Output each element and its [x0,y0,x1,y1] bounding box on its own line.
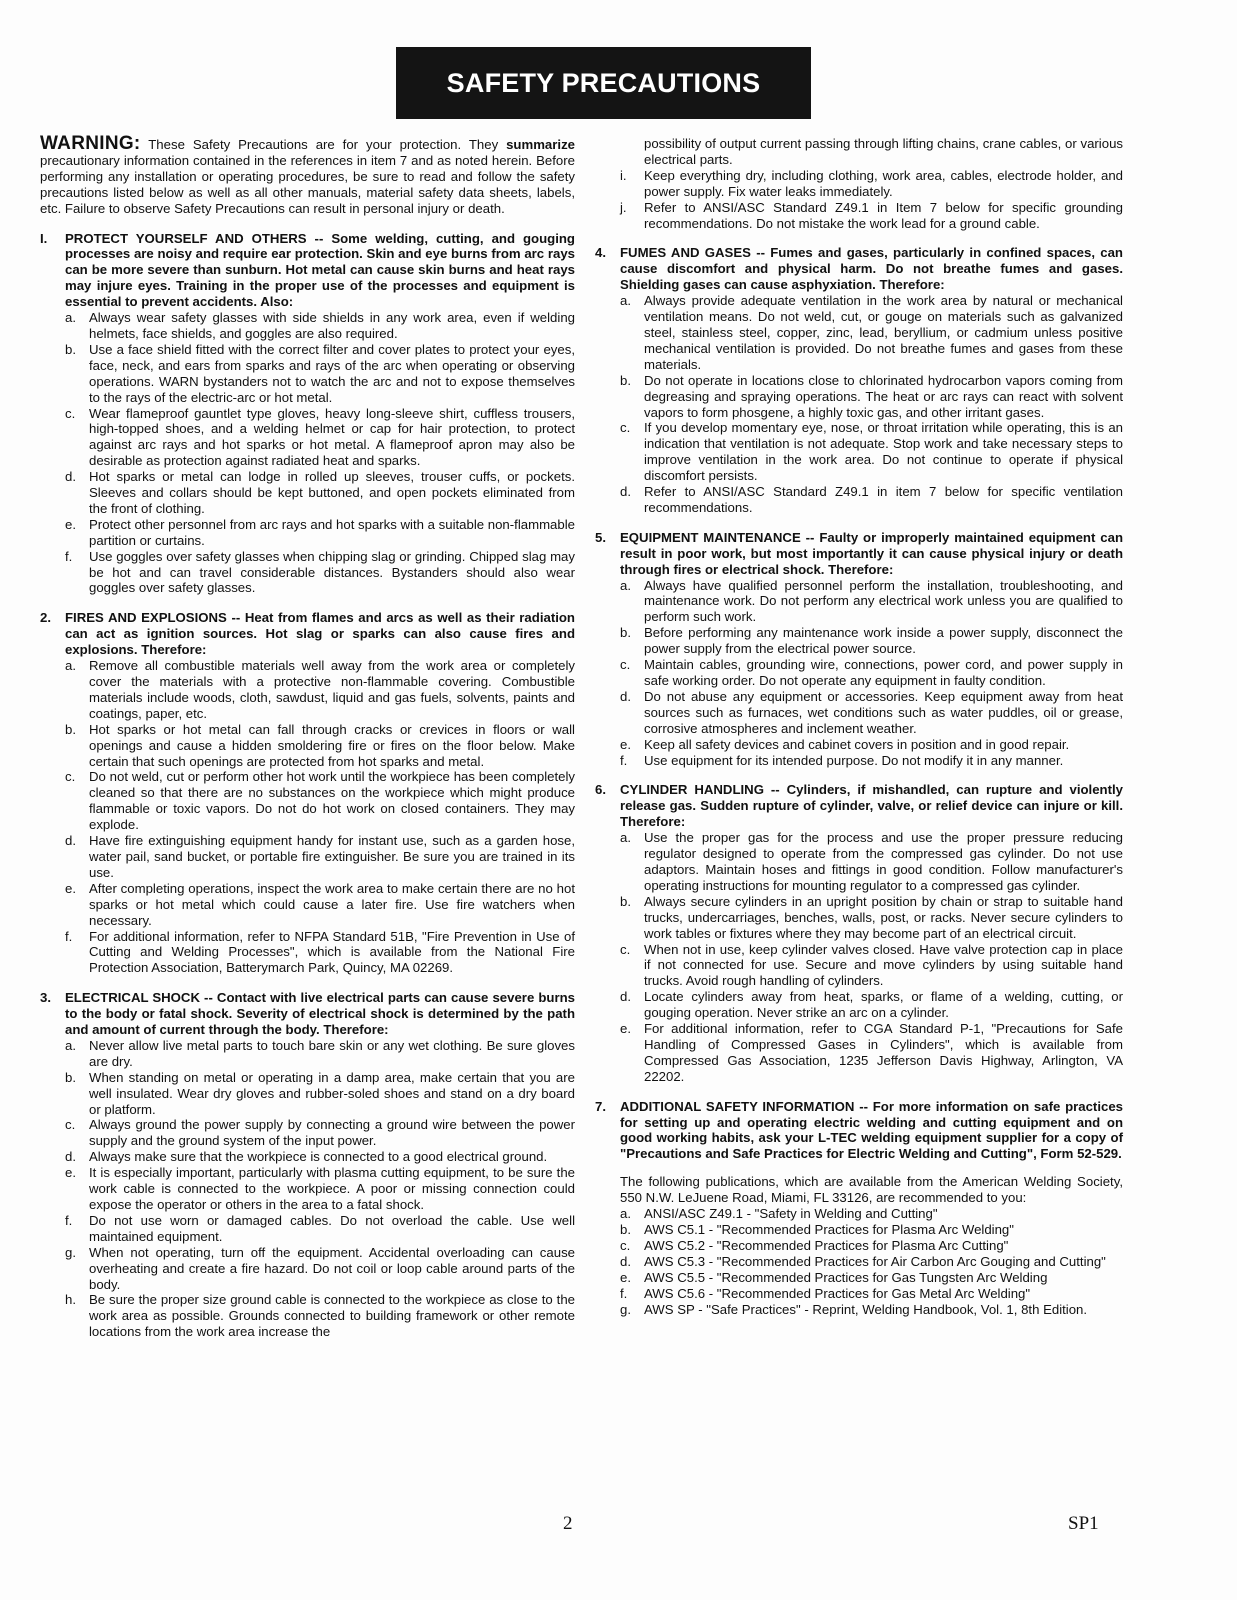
section-3-continuation: possibility of output current passing through lifting chains, crane cables, or various electrical parts. [644,136,1123,167]
page-code: SP1 [1068,1513,1099,1534]
item-text: Always ground the power supply by connecting a ground wire between the power supply and the ground system of the input power. [89,1117,575,1149]
section-heading-text [620,782,1123,830]
list-item [40,1070,575,1118]
item-letter: f. [65,548,73,564]
item-text: Hot sparks or metal can lodge in rolled up sleeves, trouser cuffs, or pockets. Sleeves and collars should be kept buttoned, and open pockets eliminated from the front of clothing. [89,469,575,516]
section-title: FUMES AND GASES -- [620,245,765,261]
list-item [595,657,1123,689]
list-item [595,1222,1123,1238]
item-letter: a. [65,658,76,674]
item-letter: d. [65,833,76,849]
section-heading [595,1099,1123,1163]
list-item [40,722,575,770]
list-item [595,737,1123,753]
item-letter: e. [620,736,631,752]
item-text: Keep everything dry, including clothing, work area, cables, electrode holder, and power supply. Fix water leaks immediately. [644,167,1123,199]
item-text: ANSI/ASC Z49.1 - "Safety in Welding and Cutting" [644,1206,938,1222]
item-letter: b. [620,625,631,641]
item-text: Keep all safety devices and cabinet covers in position and in good repair. [644,736,1070,752]
section-number: I. [40,230,48,246]
item-letter: a. [65,1037,76,1053]
section-items [595,578,1123,769]
section-heading [40,610,575,658]
section-lead: Contact with live electrical parts can cause severe burns to the body or fatal shock. Severity of electrical shock is determined by the path and amount of current through the body. Therefore: [65,990,575,1038]
section-title: CYLINDER HANDLING -- [620,782,780,798]
item-letter: c. [620,657,631,673]
section-number: 5. [595,529,606,545]
list-item [595,1254,1123,1270]
section-3 [40,990,575,1340]
section-items [40,658,575,976]
section-heading [595,245,1123,293]
item-letter: b. [65,341,76,357]
item-text: Wear flameproof gauntlet type gloves, heavy long-sleeve shirt, cuffless trousers, high-topped shoes, and a welding helmet or cap for hair protection, to protect against arc rays and hot sparks or hot metal. A flameproof apron may also be desirable as protection against radiated heat and sparks. [89,405,575,469]
item-letter: b. [620,372,631,388]
list-item [40,342,575,406]
intro-text-bold: summarize [506,137,575,152]
list-item [595,753,1123,769]
section-heading-text [65,610,575,658]
item-text: Always have qualified personnel perform the installation, troubleshooting, and maintenance work. Do not perform any electrical work unless you are qualified to perform such work. [644,577,1123,625]
section-number: 2. [40,610,51,626]
item-letter: d. [65,1149,76,1165]
item-text: Have fire extinguishing equipment handy for instant use, such as a garden hose, water pail, sand bucket, or portable fire extinguisher. Be sure you are trained in its use. [89,833,575,880]
section-2 [40,610,575,976]
list-item [40,1292,575,1340]
left-sections [40,231,575,1341]
item-text: AWS C5.1 - "Recommended Practices for Plasma Arc Welding" [644,1222,1014,1237]
section-1 [40,231,575,597]
list-item [40,517,575,549]
section-title: PROTECT YOURSELF AND OTHERS -- [65,230,324,246]
section-title: ADDITIONAL SAFETY INFORMATION -- [620,1098,868,1114]
item-text: It is especially important, particularly with plasma cutting equipment, to be sure the work cable is connected to the workpiece. A poor or missing connection could expose the operator or others in the area to a fatal shock. [89,1165,575,1212]
title-banner [396,47,811,119]
item-letter: e. [65,1165,76,1181]
section-6 [595,782,1123,1084]
list-item [595,894,1123,942]
section-7 [595,1099,1123,1318]
item-letter: f. [620,752,628,768]
list-item [595,293,1123,373]
section-lead: Fumes and gases, particularly in confined spaces, can cause discomfort and physical harm. Do not breathe fumes and gases. Shielding gases can cause asphyxiation. Therefore: [620,245,1123,293]
item-letter: b. [65,1069,76,1085]
section-title: FIRES AND EXPLOSIONS -- [65,610,241,626]
section-items [40,1038,575,1340]
list-item [40,1038,575,1070]
item-text: AWS C5.5 - "Recommended Practices for Gas Tungsten Arc Welding [644,1269,1048,1285]
item-text: When standing on metal or operating in a damp area, make certain that you are well insulated. Wear dry gloves and rubber-soled shoes and stand on a dry board or platform. [89,1069,575,1117]
item-letter: d. [620,484,631,500]
item-text: Protect other personnel from arc rays and hot sparks with a suitable non-flammable partition or curtains. [89,516,575,548]
warning-intro [40,133,575,217]
item-text: Use a face shield fitted with the correct filter and cover plates to protect your eyes, face, neck, and ears from sparks and rays of the arc when operating or observing operations. WARN bystanders not to watch the arc and not to expose themselves to the rays of the electric-arc or hot metal. [89,341,575,405]
section-number: 7. [595,1098,606,1114]
list-item [40,1149,575,1165]
section-title: ELECTRICAL SHOCK -- [65,990,213,1006]
item-text: Always provide adequate ventilation in the work area by natural or mechanical ventilation means. Do not weld, cut, or gouge on materials such as galvanized steel, stainless steel, copper, zinc, lead, beryllium, or cadmium unless positive mechanical ventilation is provided. Do not breathe fumes and gases from these materials. [644,293,1123,372]
item-letter: e. [65,880,76,896]
section-heading-text [620,245,1123,293]
list-item [40,1245,575,1293]
section-heading [595,530,1123,578]
item-text: Be sure the proper size ground cable is connected to the workpiece as close to the work area as possible. Grounds connected to building framework or other remote locations from the work area increase the [89,1292,575,1340]
list-item [40,658,575,722]
item-text: Refer to ANSI/ASC Standard Z49.1 in Item 7 below for specific grounding recommendations. Do not mistake the work lead for a ground cable. [644,199,1123,231]
section-number: 3. [40,990,51,1006]
section-lead: Some welding, cutting, and gouging processes are noisy and require ear protection. Skin and eye burns from arc rays can be more severe than sunburn. Hot metal can cause skin burns and heat rays may injure eyes. Training in the proper use of the processes and equipment is essential to prevent accidents. Also: [65,230,575,310]
list-item [595,989,1123,1021]
list-item [595,830,1123,894]
list-item [595,689,1123,737]
item-text: Maintain cables, grounding wire, connections, power cord, and power supply in safe working order. Do not operate any equipment in faulty condition. [644,657,1123,688]
item-letter: c. [65,769,76,785]
item-letter: i. [620,167,627,183]
item-text: Always secure cylinders in an upright position by chain or strap to suitable hand trucks, undercarriages, benches, walls, post, or racks. Never secure cylinders to work tables or fixtures where they may become part of an electrical circuit. [644,893,1123,941]
section-heading-text [65,231,575,311]
list-item [40,769,575,833]
list-item [40,469,575,517]
item-text: If you develop momentary eye, nose, or throat irritation while operating, this is an indication that ventilation is not adequate. Stop work and take necessary steps to improve ventilation in the work area. Do not continue to operate if physical discomfort persists. [644,420,1123,484]
list-item [595,1270,1123,1286]
item-text: Use equipment for its intended purpose. Do not modify it in any manner. [644,752,1064,768]
list-item [40,929,575,977]
item-text: Hot sparks or hot metal can fall through cracks or crevices in floors or wall openings and cause a hidden smoldering fire or fires on the floor below. Make certain that such openings are protected from hot sparks and metal. [89,721,575,769]
item-letter: a. [65,310,76,326]
list-item [595,1021,1123,1085]
list-item [595,200,1123,232]
section-heading-text [620,1099,1123,1163]
right-sections [595,245,1123,1317]
list-item [40,310,575,342]
list-item [40,881,575,929]
item-text: Locate cylinders away from heat, sparks, or flame of a welding, cutting, or gouging operation. Never strike an arc on a cylinder. [644,989,1123,1021]
list-item [595,578,1123,626]
item-letter: d. [620,688,631,704]
item-text: After completing operations, inspect the work area to make certain there are no hot sparks or hot metal which could cause a later fire. Use fire watchers when necessary. [89,880,575,928]
left-column [40,133,575,1354]
item-letter: c. [620,941,631,957]
section-items [595,293,1123,516]
page-number: 2 [563,1513,573,1534]
item-letter: g. [620,1301,631,1317]
item-letter: a. [620,577,631,593]
item-letter: b. [65,721,76,737]
item-text: Refer to ANSI/ASC Standard Z49.1 in item 7 below for specific ventilation recommendations. [644,484,1123,515]
item-text: For additional information, refer to CGA Standard P-1, "Precautions for Safe Handling of Compressed Gases in Cylinders", which is available from Compressed Gas Association, 1235 Jefferson Davis Highway, Arlington, VA 22202. [644,1021,1123,1084]
section-lead: Faulty or improperly maintained equipment can result in poor work, but most importantly it can cause physical injury or death through fires or electrical shock. Therefore: [620,529,1123,577]
section-items [40,310,575,596]
item-text: Before performing any maintenance work inside a power supply, disconnect the power supply from the electrical power source. [644,625,1123,657]
list-item [595,1286,1123,1302]
section-5 [595,530,1123,769]
item-text: AWS C5.3 - "Recommended Practices for Air Carbon Arc Gouging and Cutting" [644,1253,1106,1269]
section-number: 6. [595,782,606,798]
section-heading [40,990,575,1038]
list-item [40,833,575,881]
list-item [595,484,1123,516]
item-letter: d. [65,469,76,485]
item-letter: j. [620,199,627,215]
intro-text-post: precautionary information contained in the references in item 7 and as noted herein. Before performing any installation or operating procedures, be sure to read and follow the safety precautions listed below as well as all other manuals, material safety data sheets, labels, etc. Failure to observe Safety Precautions can result in personal injury or death. [40,152,575,216]
item-text: AWS C5.2 - "Recommended Practices for Plasma Arc Cutting" [644,1237,1009,1253]
list-item [40,1213,575,1245]
item-text: When not in use, keep cylinder valves closed. Have valve protection cap in place if not connected for use. Secure and move cylinders by using suitable hand trucks. Avoid rough handling of cylinders. [644,941,1123,989]
list-item [595,1206,1123,1222]
item-letter: d. [620,989,631,1005]
section-heading-text [65,990,575,1038]
list-item [40,1165,575,1213]
section-items [595,1206,1123,1317]
right-column [595,136,1123,1331]
item-text: Do not operate in locations close to chlorinated hydrocarbon vapors coming from degreasing and spraying operations. The heat or arc rays can react with solvent vapors to form phosgene, a highly toxic gas, and other irritant gases. [644,372,1123,420]
item-letter: c. [620,420,631,436]
item-text: Use the proper gas for the process and use the proper pressure reducing regulator designed to operate from the compressed gas cylinder. Do not use adaptors. Maintain hoses and fittings in good condition. Follow manufacturer's operating instructions for mounting regulator to a compressed gas cylinder. [644,830,1123,893]
list-item [595,1238,1123,1254]
section-number: 4. [595,245,606,261]
item-letter: e. [65,516,76,532]
section-3-continued-items [595,168,1123,232]
section-heading-text [620,530,1123,578]
item-letter: f. [65,1212,73,1228]
item-text: Remove all combustible materials well away from the work area or completely cover the materials with a protective non-flammable covering. Combustible materials include woods, cloth, sawdust, liquid and gas fuels, solvents, paints and coatings, paper, etc. [89,658,575,721]
list-item [595,625,1123,657]
section-lead: Heat from flames and arcs as well as their radiation can act as ignition sources. Hot slag or sparks can also cause fires and explosions. Therefore: [65,610,575,658]
warning-label: WARNING: [40,133,141,154]
item-text: When not operating, turn off the equipment. Accidental overloading can cause overheating and create a fire hazard. Do not coil or loop cable around parts of the body. [89,1244,575,1292]
item-letter: d. [620,1253,631,1269]
section-title: EQUIPMENT MAINTENANCE -- [620,529,815,545]
item-letter: c. [620,1237,631,1253]
section-4 [595,245,1123,515]
item-letter: a. [620,1206,631,1222]
list-item [595,168,1123,200]
item-text: Always make sure that the workpiece is connected to a good electrical ground. [89,1149,548,1165]
item-letter: f. [65,928,73,944]
item-letter: a. [620,830,631,846]
item-letter: h. [65,1292,76,1308]
intro-text-pre: These Safety Precautions are for your protection. They [140,137,507,152]
item-text: Do not weld, cut or perform other hot work until the workpiece has been completely cleaned so that there are no substances on the workpiece which might produce flammable or toxic vapors. Do not do hot work on closed containers. They may explode. [89,769,575,833]
item-text: Do not abuse any equipment or accessories. Keep equipment away from heat sources such as furnaces, wet conditions such as water puddles, oil or grease, corrosive atmospheres and inclement weather. [644,688,1123,736]
item-letter: a. [620,293,631,309]
section-heading [595,782,1123,830]
page-title: SAFETY PRECAUTIONS [446,67,761,98]
list-item [595,942,1123,990]
section-heading [40,231,575,311]
list-item [595,420,1123,484]
item-text: Always wear safety glasses with side shields in any work area, even if welding helmets, face shields, and goggles are also required. [89,310,575,341]
item-text: AWS SP - "Safe Practices" - Reprint, Welding Handbook, Vol. 1, 8th Edition. [644,1301,1088,1317]
item-text: Do not use worn or damaged cables. Do not overload the cable. Use well maintained equipment. [89,1212,575,1244]
item-letter: e. [620,1269,631,1285]
item-text: Never allow live metal parts to touch bare skin or any wet clothing. Be sure gloves are dry. [89,1037,575,1069]
list-item [40,1117,575,1149]
item-letter: c. [65,405,76,421]
item-letter: c. [65,1117,76,1133]
item-letter: g. [65,1244,76,1260]
item-text: Use goggles over safety glasses when chipping slag or grinding. Chipped slag may be hot and can travel considerable distances. Bystanders should also wear goggles over safety glasses. [89,548,575,596]
list-item [40,549,575,597]
list-item [595,373,1123,421]
item-text: AWS C5.6 - "Recommended Practices for Gas Metal Arc Welding" [644,1285,1031,1301]
item-letter: b. [620,893,631,909]
item-letter: f. [620,1285,628,1301]
item-letter: b. [620,1222,631,1237]
section-lead: For more information on safe practices for setting up and operating electric welding and cutting equipment and on good working habits, ask your L-TEC welding equipment supplier for a copy of "Precautions and Safe Practices for Electric Welding and Cutting", Form 52-529. [620,1098,1123,1162]
item-text: For additional information, refer to NFPA Standard 51B, "Fire Prevention in Use of Cutting and Welding Processes", which is available from the National Fire Protection Association, Batterymarch Park, Quincy, MA 02269. [89,928,575,976]
section-lead: Cylinders, if mishandled, can rupture and violently release gas. Sudden rupture of cylinder, valve, or relief device can injure or kill. Therefore: [620,782,1123,830]
section-items [595,830,1123,1085]
item-letter: e. [620,1021,631,1037]
list-item [40,406,575,470]
list-item [595,1302,1123,1318]
section-paragraph: The following publications, which are available from the American Welding Society, 550 N.W. LeJuene Road, Miami, FL 33126, are recommended to you: [620,1174,1123,1206]
